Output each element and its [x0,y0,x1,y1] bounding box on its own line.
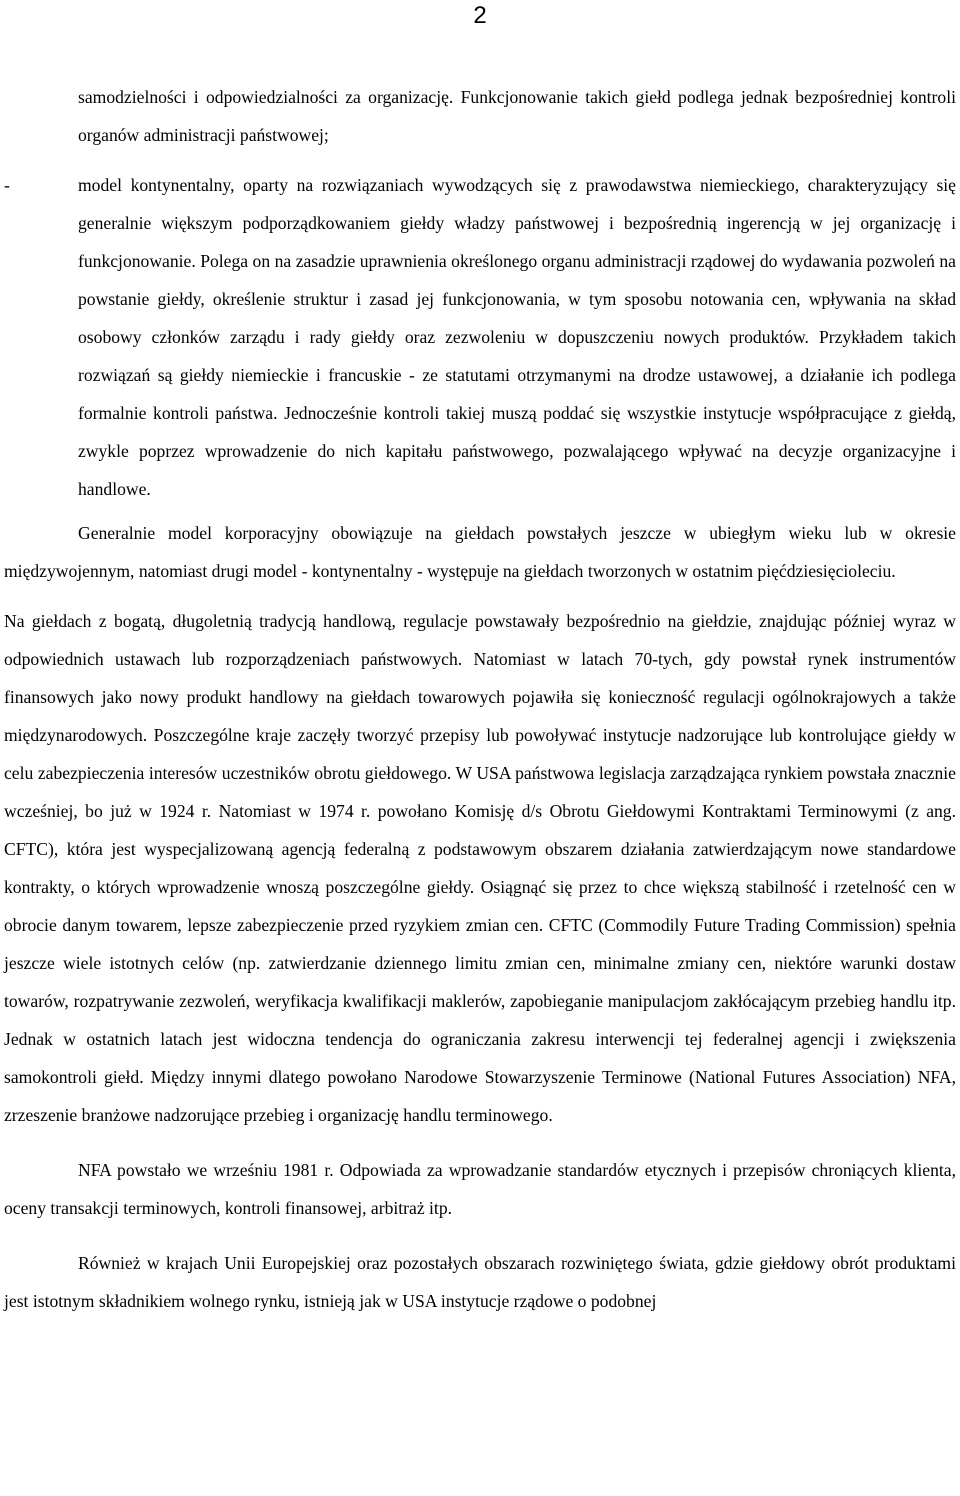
list-item-continuation: samodzielności i odpowiedzialności za organizację. Funkcjonowanie takich giełd podlega jednak bezpośredniej kontroli organów administracji państwowej; [78,87,956,145]
document-body [4,78,956,1320]
paragraph-nfa: NFA powstało we wrześniu 1981 r. Odpowiada za wprowadzanie standardów etycznych i przepisów chroniących klienta, oceny transakcji terminowych, kontroli finansowej, arbitraż itp. [4,1160,956,1218]
paragraph-europa: Również w krajach Unii Europejskiej oraz pozostałych obszarach rozwiniętego świata, gdzie giełdowy obrót produktami jest istotnym składnikiem wolnego rynku, istnieją jak w USA instytucje rządowe o podobnej [4,1253,956,1311]
paragraph-tradycja: Na giełdach z bogatą, długoletnią tradycją handlową, regulacje powstawały bezpośrednio na giełdzie, znajdując później wyraz w odpowiednich ustawach lub rozporządzeniach państwowych. Natomiast w latach 70-tych, gdy powstał rynek instrumentów finansowych jako nowy produkt handlowy na giełdach towarowych pojawiła się konieczność regulacji ogólnokrajowych a także międzynarodowych. Poszczególne kraje zaczęły tworzyć przepisy lub powoływać instytucje nadzorujące lub kontrolujące giełdy w celu zabezpieczenia interesów uczestników obrotu giełdowego. W USA państwowa legislacja zarządzająca rynkiem powstała znacznie wcześniej, bo już w 1924 r. Natomiast w 1974 r. powołano Komisję d/s Obrotu Giełdowymi Kontraktami Terminowymi (z ang. CFTC), która jest wyspecjalizowaną agencją federalną z podstawowym obszarem działania zatwierdzającym nowe standardowe kontrakty, o których wprowadzenie wnoszą poszczególne giełdy. Osiągnąć się przez to chce większą stabilność i rzetelność cen w obrocie danym towarem, lepsze zabezpieczenie przed ryzykiem zmian cen. CFTC (Commodily Future Trading Commission) spełnia jeszcze wiele istotnych celów (np. zatwierdzanie dziennego limitu zmian cen, minimalne zmiany cen, niektóre warunki dostaw towarów, rozpatrywanie zezwoleń, weryfikacja kwalifikacji maklerów, zapobieganie manipulacjom zakłócającym przebieg handlu itp. Jednak w ostatnich latach jest widoczna tendencja do ograniczania zakresu interwencji tej federalnej agencji i zwiększenia samokontroli giełd. Między innymi dlatego powołano Narodowe Stowarzyszenie Terminowe (National Futures Association) NFA, zrzeszenie branżowe nadzorujące przebieg i organizację handlu terminowego. [4,611,956,1125]
paragraph-generalnie: Generalnie model korporacyjny obowiązuje na giełdach powstałych jeszcze w ubiegłym wieku lub w okresie międzywojennym, natomiast drugi model - kontynentalny - występuje na giełdach tworzonych w ostatnim pięćdziesięcioleciu. [4,523,956,581]
list-item-continental-model [4,166,956,508]
dash-bullet: - [4,175,10,195]
list-item-text: model kontynentalny, oparty na rozwiązaniach wywodzących się z prawodawstwa niemieckiego, charakteryzujący się generalnie większym podporządkowaniem giełdy władzy państwowej i bezpośrednią ingerencją w jej organizację i funkcjonowanie. Polega on na zasadzie uprawnienia określonego organu administracji rządowej do wydawania pozwoleń na powstanie giełdy, określenie struktur i zasad jej funkcjonowania, w tym sposobu notowania cen, wpływania na skład osobowy członków zarządu i rady giełdy oraz zezwoleniu w dopuszczeniu nowych produktów. Przykładem takich rozwiązań są giełdy niemieckie i francuskie - ze statutami otrzymanymi na drodze ustawowej, a działanie ich podlega formalnie kontroli państwa. Jednocześnie kontroli takiej muszą poddać się wszystkie instytucje współpracujące z giełdą, zwykle poprzez wprowadzenie do nich kapitału państwowego, pozwalającego wpływać na decyzje organizacyjne i handlowe. [78,175,956,499]
page-number: 2 [473,2,487,29]
